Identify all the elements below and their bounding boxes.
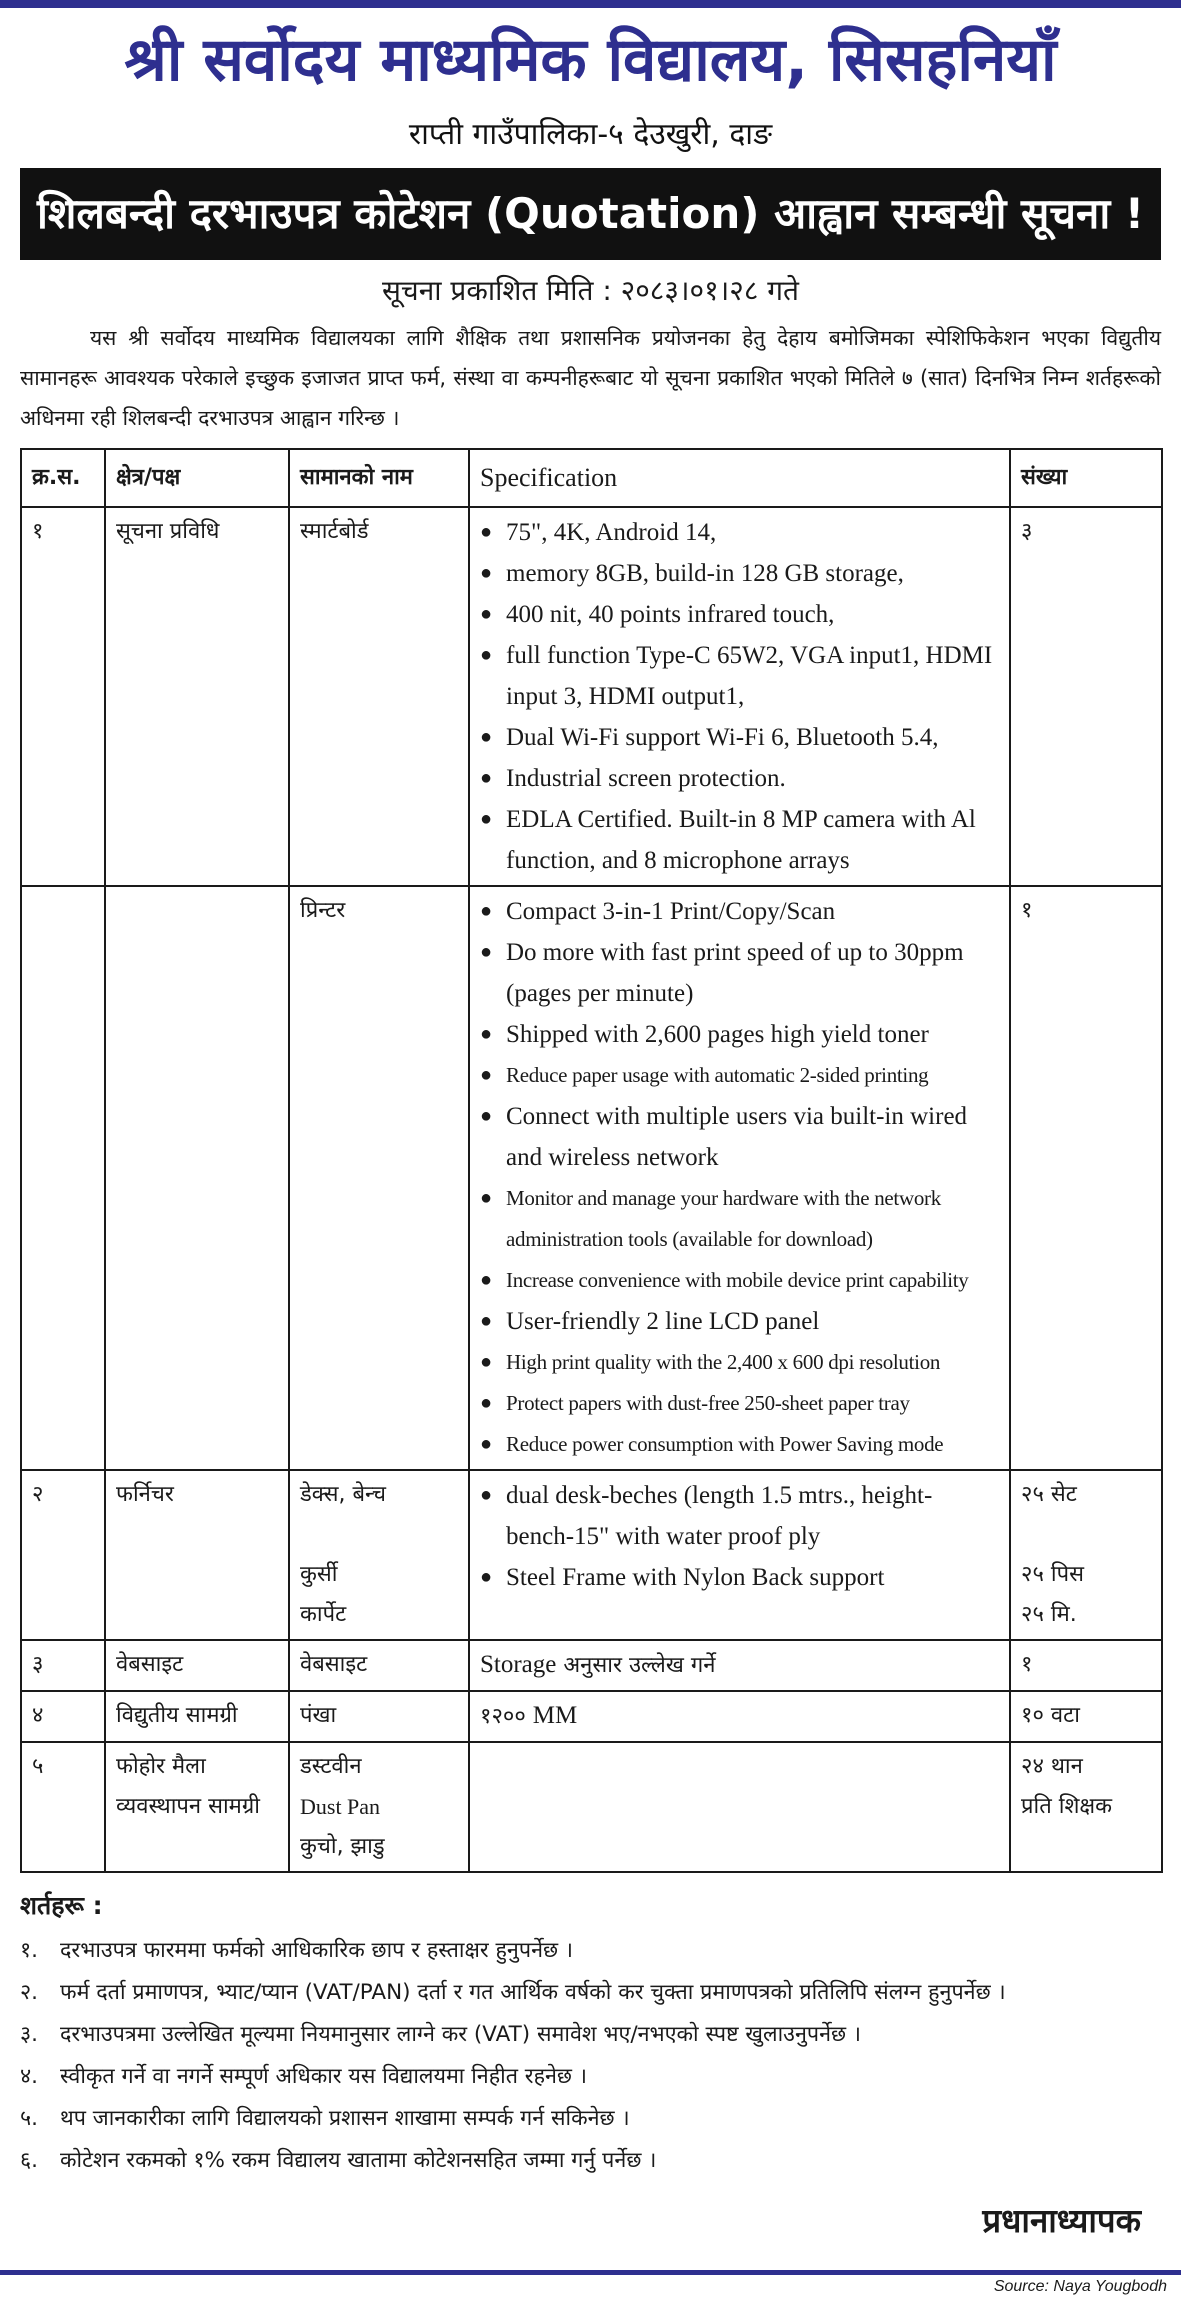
spec-list <box>480 891 999 1465</box>
table-row <box>21 1470 1162 1640</box>
term-item <box>20 1972 1161 2014</box>
item-text-latin: Dust Pan <box>300 1794 381 1819</box>
spec-text: अनुसार उल्लेख गर्ने <box>563 1653 716 1678</box>
term-item <box>20 1930 1161 1972</box>
term-item <box>20 2140 1161 2182</box>
qty-line: २५ मि. <box>1021 1602 1077 1627</box>
table-row <box>21 886 1162 1470</box>
qty-spacer <box>1021 1515 1151 1555</box>
cell-item <box>289 1470 469 1640</box>
spec-item: ● Dual Wi-Fi support Wi-Fi 6, Bluetooth 5.4, <box>480 717 999 758</box>
item-line: कार्पेट <box>300 1602 347 1627</box>
cell-sector: सूचना प्रविधि <box>105 507 289 886</box>
term-number: १. <box>20 1938 39 1963</box>
col-header-quantity: संख्या <box>1010 449 1162 507</box>
spec-text-latin: MM <box>532 1702 578 1729</box>
term-text: कोटेशन रकमको १% रकम विद्यालय खातामा कोटेशनसहित जम्मा गर्नु पर्नेछ । <box>60 2148 657 2173</box>
spec-item: ● Steel Frame with Nylon Back support <box>480 1557 999 1598</box>
intro-paragraph: यस श्री सर्वोदय माध्यमिक विद्यालयका लागि शैक्षिक तथा प्रशासनिक प्रयोजनका हेतु देहाय बमोजिमका स्पेशिफिकेशन भएका विद्युतीय सामानहरू आवश्यक परेकाले इच्छुक इजाजत प्राप्त फर्म, संस्था वा कम्पनीहरूबाट यो सूचना प्रकाशित भएको मितिले ७ (सात) दिनभित्र निम्न शर्तहरूको अधिनमा रही शिलबन्दी दरभाउपत्र आह्वान गरिन्छ । <box>20 326 1161 430</box>
item-line: कुर्सी <box>300 1562 338 1587</box>
term-text: फर्म दर्ता प्रमाणपत्र, भ्याट/प्यान (VAT/PAN) दर्ता र गत आर्थिक वर्षको कर चुक्ता प्रमाणपत्रको प्रतिलिपि संलग्न हुनुपर्नेछ । <box>60 1980 1006 2005</box>
item-line <box>300 1747 458 1827</box>
cell-item <box>289 1742 469 1872</box>
sector-line: फोहोर मैला <box>116 1754 206 1779</box>
table-row <box>21 507 1162 886</box>
cell-sn: ३ <box>21 1640 105 1691</box>
spec-item: ● Compact 3-in-1 Print/Copy/Scan <box>480 891 999 932</box>
term-text: दरभाउपत्र फारममा फर्मको आधिकारिक छाप र हस्ताक्षर हुनुपर्नेछ । <box>60 1938 574 1963</box>
spec-item: ● Increase convenience with mobile device print capability <box>480 1260 999 1301</box>
spec-text-latin: Storage <box>480 1651 557 1678</box>
cell-item: स्मार्टबोर्ड <box>289 507 469 886</box>
school-address: राप्ती गाउँपालिका-५ देउखुरी, दाङ <box>408 117 773 152</box>
spec-item: ● User-friendly 2 line LCD panel <box>480 1301 999 1342</box>
publish-date: सूचना प्रकाशित मिति : २०८३।०१।२८ गते <box>381 274 799 307</box>
table-row <box>21 1742 1162 1872</box>
top-border <box>0 0 1181 8</box>
spec-item: ● EDLA Certified. Built-in 8 MP camera with Al function, and 8 microphone arrays <box>480 799 999 881</box>
cell-sn: ५ <box>21 1742 105 1872</box>
spec-text: १२०० <box>480 1704 526 1729</box>
spec-item: ● full function Type-C 65W2, VGA input1, HDMI input 3, HDMI output1, <box>480 635 999 717</box>
cell-specification <box>469 1742 1010 1872</box>
cell-specification <box>469 1470 1010 1640</box>
cell-sn: २ <box>21 1470 105 1640</box>
spec-item: ● memory 8GB, build-in 128 GB storage, <box>480 553 999 594</box>
cell-specification <box>469 507 1010 886</box>
cell-specification <box>469 1640 1010 1691</box>
cell-item: वेबसाइट <box>289 1640 469 1691</box>
cell-sn: ४ <box>21 1691 105 1742</box>
term-number: ४. <box>20 2064 39 2089</box>
item-spacer <box>300 1515 458 1555</box>
cell-quantity <box>1010 1470 1162 1640</box>
qty-line: २४ थान <box>1021 1754 1083 1779</box>
qty-line: २५ पिस <box>1021 1562 1084 1587</box>
term-number: ६. <box>20 2148 39 2173</box>
spec-item: ● Monitor and manage your hardware with the network administration tools (available for download) <box>480 1178 999 1260</box>
spec-item: ● Reduce paper usage with automatic 2-sided printing <box>480 1055 999 1096</box>
spec-item: ● 400 nit, 40 points infrared touch, <box>480 594 999 635</box>
cell-item: प्रिन्टर <box>289 886 469 1470</box>
cell-item: पंखा <box>289 1691 469 1742</box>
specification-table <box>20 448 1163 1873</box>
item-line: डेक्स, बेन्च <box>300 1482 387 1507</box>
col-header-item: सामानको नाम <box>289 449 469 507</box>
cell-sector: विद्युतीय सामग्री <box>105 1691 289 1742</box>
spec-item: ● Connect with multiple users via built-in wired and wireless network <box>480 1096 999 1178</box>
item-line: कुचो, झाडु <box>300 1834 385 1859</box>
cell-quantity: ३ <box>1010 507 1162 886</box>
col-header-sector: क्षेत्र/पक्ष <box>105 449 289 507</box>
term-item <box>20 2014 1161 2056</box>
cell-quantity <box>1010 1742 1162 1872</box>
cell-sn <box>21 886 105 1470</box>
qty-line: प्रति शिक्षक <box>1021 1794 1113 1819</box>
spec-list <box>480 1475 999 1598</box>
signature-title: प्रधानाध्यापक <box>982 2201 1141 2240</box>
spec-item: ● Shipped with 2,600 pages high yield toner <box>480 1014 999 1055</box>
spec-item: ● High print quality with the 2,400 x 600 dpi resolution <box>480 1342 999 1383</box>
term-text: थप जानकारीका लागि विद्यालयको प्रशासन शाखामा सम्पर्क गर्न सकिनेछ । <box>60 2106 630 2131</box>
cell-specification <box>469 886 1010 1470</box>
table-row <box>21 1640 1162 1691</box>
spec-item: ● Reduce power consumption with Power Saving mode <box>480 1424 999 1465</box>
table-header-row <box>21 449 1162 507</box>
cell-sector: वेबसाइट <box>105 1640 289 1691</box>
term-number: २. <box>20 1980 39 2005</box>
cell-quantity: १ <box>1010 1640 1162 1691</box>
cell-specification <box>469 1691 1010 1742</box>
terms-title: शर्तहरू : <box>20 1891 103 1920</box>
spec-item: ● 75", 4K, Android 14, <box>480 512 999 553</box>
term-text: दरभाउपत्रमा उल्लेखित मूल्यमा नियमानुसार लाग्ने कर (VAT) समावेश भए/नभएको स्पष्ट खुलाउनुपर्नेछ । <box>60 2022 862 2047</box>
cell-sector <box>105 886 289 1470</box>
school-name: श्री सर्वोदय माध्यमिक विद्यालय, सिसहनियाँ <box>124 25 1057 95</box>
bottom-border <box>0 2270 1181 2275</box>
term-number: ५. <box>20 2106 39 2131</box>
term-item <box>20 2056 1161 2098</box>
cell-sn: १ <box>21 507 105 886</box>
spec-item: ● Industrial screen protection. <box>480 758 999 799</box>
cell-sector: फर्निचर <box>105 1470 289 1640</box>
notice-banner: शिलबन्दी दरभाउपत्र कोटेशन (Quotation) आह्वान सम्बन्धी सूचना ! <box>20 168 1161 260</box>
term-number: ३. <box>20 2022 39 2047</box>
spec-item: ● Do more with fast print speed of up to 30ppm (pages per minute) <box>480 932 999 1014</box>
spec-list <box>480 512 999 881</box>
qty-line: २५ सेट <box>1021 1482 1077 1507</box>
term-text: स्वीकृत गर्ने वा नगर्ने सम्पूर्ण अधिकार यस विद्यालयमा निहीत रहनेछ । <box>60 2064 587 2089</box>
spec-item: ● Protect papers with dust-free 250-sheet paper tray <box>480 1383 999 1424</box>
cell-quantity: १० वटा <box>1010 1691 1162 1742</box>
table-row <box>21 1691 1162 1742</box>
source-credit: Source: Naya Yougbodh <box>993 2278 1167 2295</box>
term-item <box>20 2098 1161 2140</box>
terms-list <box>20 1930 1161 2182</box>
sector-line: व्यवस्थापन सामग्री <box>116 1794 260 1819</box>
item-text: डस्टवीन <box>300 1754 362 1779</box>
col-header-sn: क्र.स. <box>21 449 105 507</box>
col-header-specification: Specification <box>469 449 1010 507</box>
cell-quantity: १ <box>1010 886 1162 1470</box>
cell-sector <box>105 1742 289 1872</box>
spec-item: ● dual desk-beches (length 1.5 mtrs., height-bench-15" with water proof ply <box>480 1475 999 1557</box>
